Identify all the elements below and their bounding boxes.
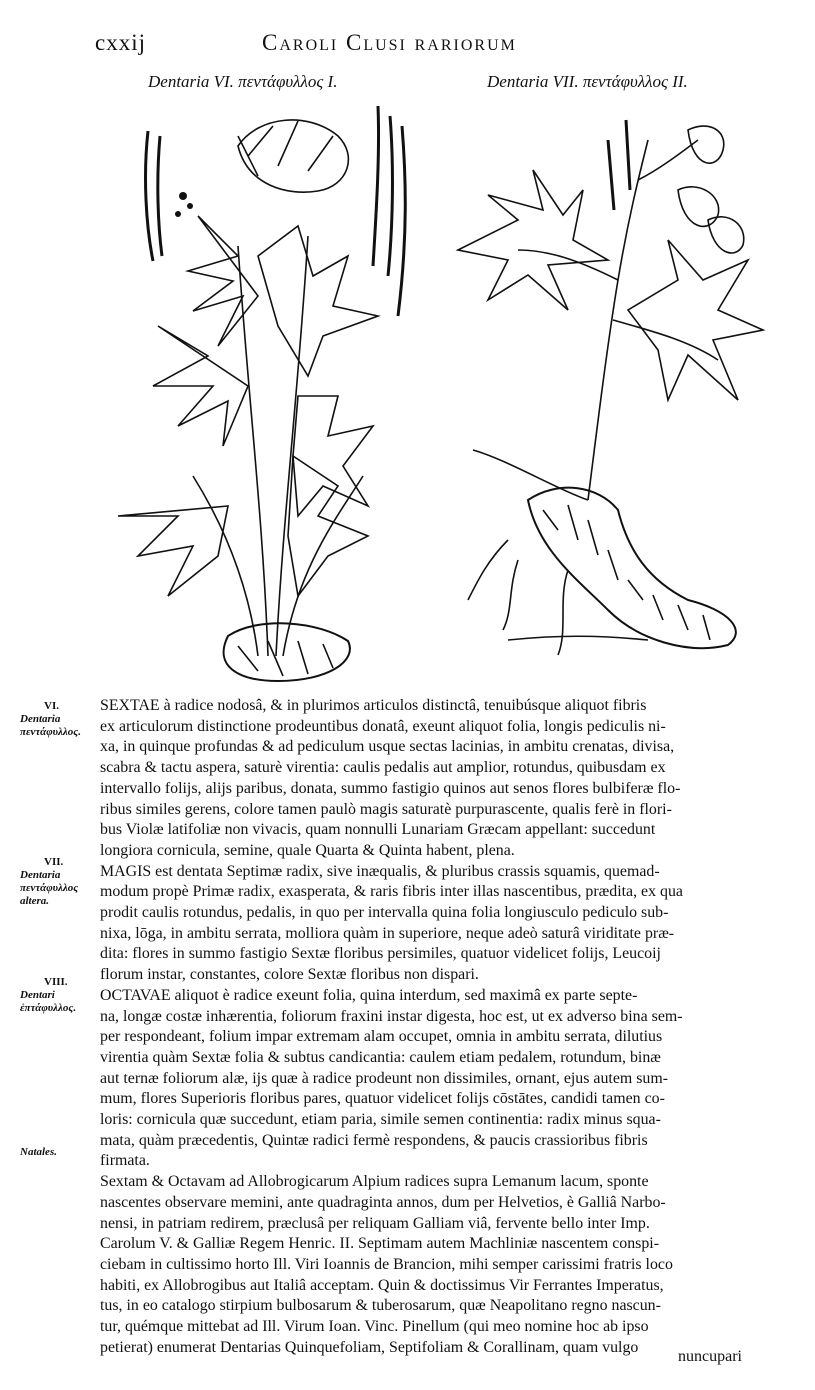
- plate-caption-right: Dentaria VII. πεντάφυλλος II.: [487, 72, 688, 91]
- text-line: per respondeant, folium impar extremam alam occupet, omnia in ambitu serrata, dilutius: [100, 1028, 663, 1046]
- text-line: Sextam & Octavam ad Allobrogicarum Alpium radices supra Lemanum lacum, sponte: [100, 1173, 649, 1191]
- text-line: Carolum V. & Galliæ Regem Henric. II. Septimam autem Machliniæ nascentem conspi-: [100, 1235, 660, 1253]
- body-text: [100, 696, 762, 1359]
- text-line: ex articulorum distinctione prodeuntibus donatâ, exeunt aliquot folia, longis pediculis ni-: [100, 717, 666, 735]
- text-line: nensi, in patriam redirem, præclusâ per reliquam Galliam viâ, fervente bello inter Imp.: [100, 1214, 650, 1232]
- margin-note-text: Dentaria πεντάφυλλος.: [20, 713, 81, 738]
- margin-note-vii: [20, 856, 100, 908]
- text-line: virentia quàm Sextæ folia & subtus candicantia: caulem etiam pedalem, rotundum, binæ: [100, 1048, 661, 1066]
- text-line: dita: flores in summo fastigio Sextæ floribus persimiles, quatuor videlicet folijs, Leucoij: [100, 945, 661, 963]
- text-line: longiora cornicula, semine, quale Quarta & Quinta habent, plena.: [100, 841, 515, 859]
- text-line: aut ternæ foliorum alæ, ijs quæ à radice prodeunt non dissimiles, ornant, ejus autem sum-: [100, 1069, 668, 1087]
- text-line: prodit caulis rotundus, pedalis, in quo per intervalla quina folia longiusculo pediculo sub-: [100, 904, 669, 922]
- margin-note-natales: [20, 1146, 100, 1159]
- text-line: florum instar, constantes, colore Sextæ floribus non dispari.: [100, 966, 479, 984]
- text-line: SEXTAE à radice nodosâ, & in plurimos articulos distinctâ, tenuibúsque aliquot fibris: [100, 697, 647, 714]
- text-line: mum, flores Superioris floribus pares, quatuor videlicet folijs cōstātes, candidi tamen co-: [100, 1090, 665, 1108]
- margin-note-number: VI.: [44, 700, 59, 712]
- catchword: nuncupari: [678, 1348, 742, 1365]
- text-line: loris: cornicula quæ succedunt, etiam paria, simile semen continentia: radix minus squa-: [100, 1111, 661, 1129]
- text-line: tur, quémque mittebat ad Ill. Virum Ioan. Vinc. Pinellum (qui meo nomine hoc ab ipso: [100, 1318, 649, 1336]
- margin-note-vi: [20, 700, 100, 739]
- text-line: mata, quàm præcedentis, Quintæ radici fermè respondens, & paucis crassioribus fibris: [100, 1131, 648, 1149]
- text-line: bus Violæ latifoliæ non vivacis, quam nonnulli Lunariam Græcam appellant: succedunt: [100, 821, 656, 839]
- text-line: ribus similes gerens, colore tamen paulò magis saturatè purpurascente, qualis ferè in flori-: [100, 800, 672, 818]
- margin-note-text: Dentari ἑπτάφυλλος.: [20, 989, 77, 1014]
- text-line: nixa, lōga, in ambitu serrata, molliora quàm in superiore, neque adeò saturâ viriditate præ-: [100, 924, 675, 942]
- text-line: firmata.: [100, 1152, 150, 1170]
- margin-note-text: Dentaria πεντάφυλλος altera.: [20, 869, 79, 907]
- woodcut-dentaria-right: [448, 100, 768, 660]
- text-line: habiti, ex Allobrogibus aut Italiâ acceptam. Quin & doctissimus Vir Ferrantes Imperatus,: [100, 1276, 664, 1294]
- margin-note-text: Natales.: [20, 1146, 57, 1158]
- margin-note-viii: [20, 976, 100, 1015]
- plate-caption-left: Dentaria VI. πεντάφυλλος I.: [148, 72, 338, 91]
- running-head: Caroli Clusi rariorum: [262, 30, 517, 55]
- text-line: modum propè Primæ radix, exasperata, & raris fibris inter illas nascentibus, prædita, ex qua: [100, 883, 683, 901]
- text-line: xa, in quinque profundas & ad pediculum usque sectas lacinias, in ambitu crenatas, divisa,: [100, 738, 675, 756]
- margin-note-number: VIII.: [44, 976, 68, 988]
- woodcut-dentaria-left: [98, 96, 443, 688]
- text-line: petierat) enumerat Dentarias Quinquefoliam, Septifoliam & Corallinam, quam vulgo: [100, 1338, 639, 1356]
- text-line: scabra & tactu aspera, saturè virentia: caulis pedalis aut amplior, rotundus, quibusdam ex: [100, 759, 666, 777]
- margin-note-number: VII.: [44, 856, 64, 868]
- text-line: tus, in eo catalogo stirpium bulbosarum & tuberosarum, quæ Neapolitano regno nascun-: [100, 1297, 661, 1315]
- text-line: intervallo folijs, alijs paribus, donata, summo fastigio quinos aut senos flores bulbiferæ flo-: [100, 779, 681, 797]
- text-line: OCTAVAE aliquot è radice exeunt folia, quina interdum, sed maximâ ex parte septe-: [100, 986, 638, 1004]
- text-line: nascentes observare memini, ante quadraginta annos, dum per Helvetios, è Galliâ Narbo-: [100, 1193, 666, 1211]
- text-line: na, longæ costæ inhærentia, foliorum fraxini instar digesta, hoc est, ut ex adverso bina sem-: [100, 1007, 683, 1025]
- page-number: cxxij: [95, 30, 146, 55]
- text-line: ciebam in cultissimo horto Ill. Viri Ioannis de Brancion, mihi semper carissimi fratris loco: [100, 1255, 673, 1273]
- text-line: MAGIS est dentata Septimæ radix, sive inæqualis, & pluribus crassis squamis, quemad-: [100, 862, 660, 880]
